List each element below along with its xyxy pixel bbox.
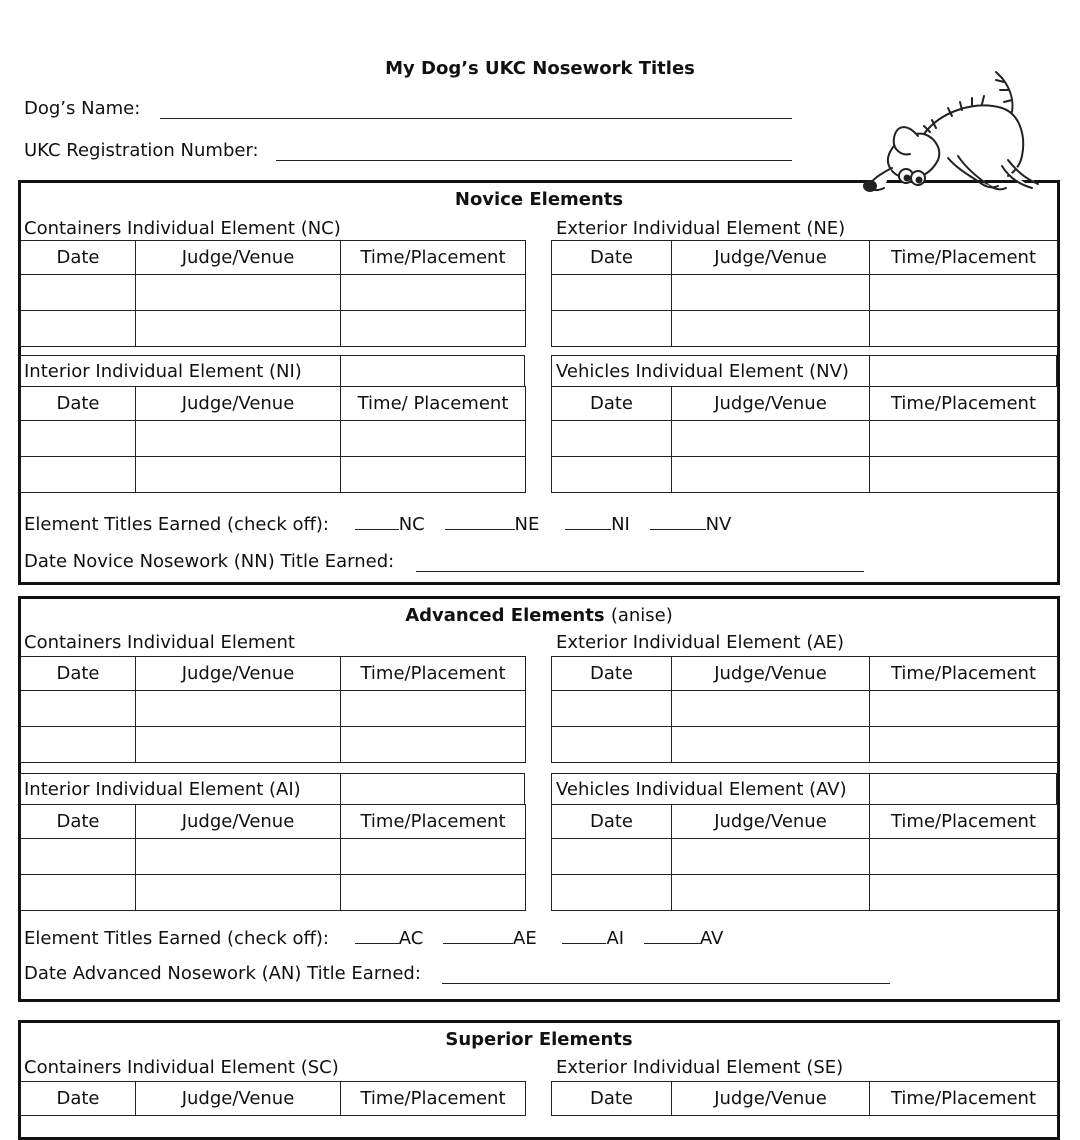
ai-label-frame-right (340, 773, 525, 805)
judge-venue-cell[interactable] (672, 727, 870, 763)
date-cell[interactable] (552, 875, 672, 911)
date-cell[interactable] (552, 275, 672, 311)
check-label: Element Titles Earned (check off): (24, 514, 329, 535)
table-row (552, 727, 1058, 763)
advanced-subtitle: (anise) (610, 605, 673, 626)
time-placement-header: Time/Placement (870, 241, 1058, 275)
judge-venue-header: Judge/Venue (672, 657, 870, 691)
table-row (21, 839, 526, 875)
table-row (21, 275, 526, 311)
time-placement-cell[interactable] (870, 727, 1058, 763)
time-placement-cell[interactable] (341, 421, 526, 457)
ac-check: AC (398, 928, 424, 949)
judge-venue-header: Judge/Venue (136, 241, 341, 275)
registration-label: UKC Registration Number: (24, 140, 259, 161)
judge-venue-header: Judge/Venue (136, 387, 341, 421)
ae-check-blank[interactable] (443, 929, 513, 944)
judge-venue-header: Judge/Venue (672, 241, 870, 275)
date-cell[interactable] (552, 311, 672, 347)
novice-title: Novice Elements (454, 189, 624, 210)
date-cell[interactable] (552, 421, 672, 457)
av-label: Vehicles Individual Element (AV) (556, 779, 847, 800)
se-table (551, 1081, 1058, 1116)
time-placement-cell[interactable] (870, 839, 1058, 875)
judge-venue-cell[interactable] (136, 421, 341, 457)
table-row (21, 727, 526, 763)
av-check-blank[interactable] (644, 929, 700, 944)
table-row (21, 457, 526, 493)
judge-venue-cell[interactable] (672, 421, 870, 457)
time-placement-header: Time/Placement (341, 1082, 526, 1116)
date-header: Date (21, 805, 136, 839)
judge-venue-cell[interactable] (136, 875, 341, 911)
date-cell[interactable] (552, 457, 672, 493)
check-label: Element Titles Earned (check off): (24, 928, 329, 949)
se-label: Exterior Individual Element (SE) (556, 1057, 844, 1078)
nv-table (551, 386, 1058, 493)
time-placement-cell[interactable] (341, 275, 526, 311)
judge-venue-cell[interactable] (672, 275, 870, 311)
judge-venue-cell[interactable] (672, 311, 870, 347)
ne-check: NE (514, 514, 540, 535)
time-placement-cell[interactable] (870, 457, 1058, 493)
table-row (552, 311, 1058, 347)
judge-venue-cell[interactable] (672, 691, 870, 727)
nv-label-frame-right (869, 355, 1057, 387)
ni-check: NI (611, 514, 630, 535)
ni-table (20, 386, 526, 493)
nc-label: Containers Individual Element (NC) (24, 218, 341, 239)
time-placement-cell[interactable] (341, 691, 526, 727)
date-header: Date (552, 387, 672, 421)
novice-check-line (24, 514, 731, 535)
date-cell[interactable] (21, 421, 136, 457)
date-cell[interactable] (21, 727, 136, 763)
time-placement-cell[interactable] (870, 875, 1058, 911)
table-row (552, 421, 1058, 457)
page-title: My Dog’s UKC Nosework Titles (385, 58, 695, 79)
date-header: Date (552, 657, 672, 691)
date-header: Date (552, 241, 672, 275)
superior-section (18, 1020, 1060, 1140)
av-label-frame-right (869, 773, 1057, 805)
ai-check-blank[interactable] (562, 929, 606, 944)
nv-label: Vehicles Individual Element (NV) (556, 361, 849, 382)
date-cell[interactable] (552, 839, 672, 875)
ai-table (20, 804, 526, 911)
ac-label: Containers Individual Element (24, 632, 295, 653)
time-placement-cell[interactable] (341, 875, 526, 911)
nv-check: NV (705, 514, 732, 535)
time-placement-header: Time/Placement (870, 1082, 1058, 1116)
date-cell[interactable] (21, 839, 136, 875)
ai-label: Interior Individual Element (AI) (24, 779, 301, 800)
table-row (552, 275, 1058, 311)
ai-check: AI (606, 928, 625, 949)
judge-venue-cell[interactable] (672, 457, 870, 493)
judge-venue-header: Judge/Venue (136, 1082, 341, 1116)
time-placement-header: Time/Placement (341, 657, 526, 691)
ae-table (551, 656, 1058, 763)
time-placement-header: Time/Placement (870, 657, 1058, 691)
nc-check-blank[interactable] (355, 515, 399, 530)
judge-venue-cell[interactable] (136, 839, 341, 875)
time-placement-cell[interactable] (870, 421, 1058, 457)
judge-venue-cell[interactable] (136, 457, 341, 493)
table-row (21, 691, 526, 727)
judge-venue-header: Judge/Venue (136, 657, 341, 691)
advanced-check-line (24, 928, 723, 949)
date-cell[interactable] (21, 275, 136, 311)
judge-venue-header: Judge/Venue (672, 387, 870, 421)
av-check: AV (699, 928, 724, 949)
ac-table (20, 656, 526, 763)
judge-venue-cell[interactable] (136, 275, 341, 311)
time-placement-cell[interactable] (341, 311, 526, 347)
date-cell[interactable] (21, 457, 136, 493)
table-row (552, 839, 1058, 875)
ni-check-blank[interactable] (565, 515, 611, 530)
ne-label: Exterior Individual Element (NE) (556, 218, 846, 239)
nc-check: NC (398, 514, 425, 535)
nv-check-blank[interactable] (650, 515, 706, 530)
nc-table (20, 240, 526, 347)
table-row (21, 421, 526, 457)
judge-venue-cell[interactable] (672, 875, 870, 911)
an-date-label: Date Advanced Nosework (AN) Title Earned: (24, 963, 421, 984)
date-header: Date (21, 387, 136, 421)
time-placement-cell[interactable] (341, 457, 526, 493)
date-cell[interactable] (21, 311, 136, 347)
advanced-title-wrap (21, 605, 1057, 626)
time-placement-header: Time/Placement (341, 805, 526, 839)
date-header: Date (21, 657, 136, 691)
time-placement-header: Time/Placement (341, 241, 526, 275)
judge-venue-cell[interactable] (136, 311, 341, 347)
time-placement-header: Time/ Placement (341, 387, 526, 421)
date-cell[interactable] (21, 691, 136, 727)
registration-field[interactable] (276, 160, 792, 161)
judge-venue-cell[interactable] (136, 691, 341, 727)
sniffing-dog-icon (862, 60, 1052, 205)
table-row (552, 875, 1058, 911)
ni-label: Interior Individual Element (NI) (24, 361, 302, 382)
date-cell[interactable] (552, 727, 672, 763)
judge-venue-cell[interactable] (136, 727, 341, 763)
advanced-title: Advanced Elements (405, 605, 605, 626)
judge-venue-header: Judge/Venue (672, 1082, 870, 1116)
an-date-field[interactable] (442, 983, 890, 984)
av-table (551, 804, 1058, 911)
table-row (552, 691, 1058, 727)
dog-name-label: Dog’s Name: (24, 98, 141, 119)
judge-venue-header: Judge/Venue (136, 805, 341, 839)
ae-check: AE (513, 928, 537, 949)
superior-title: Superior Elements (445, 1029, 633, 1050)
ne-table (551, 240, 1058, 347)
time-placement-cell[interactable] (870, 275, 1058, 311)
table-row (21, 875, 526, 911)
dog-name-field[interactable] (160, 118, 792, 119)
ni-label-frame-right (340, 355, 525, 387)
date-cell[interactable] (552, 691, 672, 727)
time-placement-cell[interactable] (870, 691, 1058, 727)
time-placement-cell[interactable] (870, 311, 1058, 347)
nn-date-field[interactable] (416, 571, 864, 572)
ae-label: Exterior Individual Element (AE) (556, 632, 845, 653)
ne-check-blank[interactable] (445, 515, 515, 530)
table-row (552, 457, 1058, 493)
time-placement-header: Time/Placement (870, 805, 1058, 839)
sc-label: Containers Individual Element (SC) (24, 1057, 339, 1078)
judge-venue-cell[interactable] (672, 839, 870, 875)
judge-venue-header: Judge/Venue (672, 805, 870, 839)
time-placement-cell[interactable] (341, 839, 526, 875)
date-header: Date (552, 805, 672, 839)
sc-table (20, 1081, 526, 1116)
date-cell[interactable] (21, 875, 136, 911)
nn-date-label: Date Novice Nosework (NN) Title Earned: (24, 551, 395, 572)
time-placement-header: Time/Placement (870, 387, 1058, 421)
date-header: Date (21, 241, 136, 275)
date-header: Date (552, 1082, 672, 1116)
ac-check-blank[interactable] (355, 929, 399, 944)
time-placement-cell[interactable] (341, 727, 526, 763)
date-header: Date (21, 1082, 136, 1116)
table-row (21, 311, 526, 347)
